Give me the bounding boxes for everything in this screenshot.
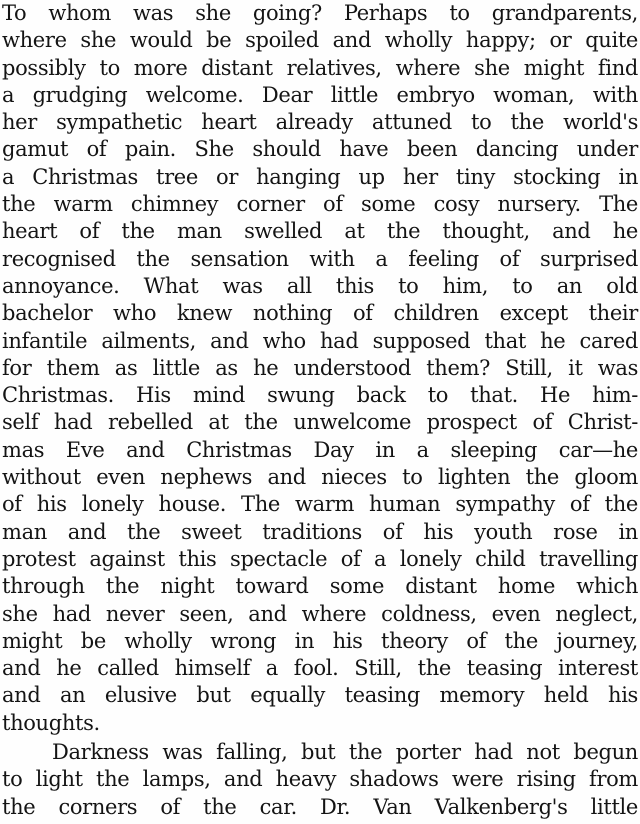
text-line: To whom was she going? Perhaps to grandparents, (2, 1, 638, 25)
text-line: Christmas. His mind swung back to that. He him- (2, 383, 638, 408)
text-line: possibly to more distant relatives, where she might find (2, 55, 638, 80)
text-line: protest against this spectacle of a lonely child travelling (2, 546, 638, 571)
text-line: for them as little as he understood them? Still, it was (2, 355, 638, 380)
text-line: where she would be spoiled and wholly happy; or quite (2, 28, 638, 53)
paragraph (2, 0, 638, 737)
text-line: to light the lamps, and heavy shadows were rising from (2, 767, 638, 792)
text-line: and an elusive but equally teasing memory held his (2, 683, 638, 708)
text-line: gamut of pain. She should have been dancing under (2, 137, 638, 162)
text-line: the corners of the car. Dr. Van Valkenberg's little (2, 794, 638, 819)
text-line: a Christmas tree or hanging up her tiny stocking in (2, 164, 638, 189)
text-line: bachelor who knew nothing of children except their (2, 301, 638, 326)
text-line: man and the sweet traditions of his youth rose in (2, 519, 638, 544)
text-line: self had rebelled at the unwelcome prospect of Christ- (2, 410, 638, 435)
text-line: infantile ailments, and who had supposed that he cared (2, 328, 638, 353)
text-line: might be wholly wrong in his theory of the journey, (2, 628, 638, 653)
text-line: heart of the man swelled at the thought, and he (2, 219, 638, 244)
text-line: mas Eve and Christmas Day in a sleeping car—he (2, 437, 638, 462)
text-line: of his lonely house. The warm human sympathy of the (2, 492, 638, 517)
text-line: recognised the sensation with a feeling of surprised (2, 246, 638, 271)
text-line: and he called himself a fool. Still, the teasing interest (2, 656, 638, 681)
text-line: her sympathetic heart already attuned to the world's (2, 110, 638, 135)
text-line: thoughts. (2, 710, 100, 735)
text-line: the warm chimney corner of some cosy nursery. The (2, 192, 638, 217)
text-line: annoyance. What was all this to him, to an old (2, 273, 638, 298)
text-line: a grudging welcome. Dear little embryo woman, with (2, 82, 638, 107)
text-line: through the night toward some distant home which (2, 574, 638, 599)
paragraph (2, 739, 638, 821)
body-text (2, 0, 638, 821)
text-line: without even nephews and nieces to lighten the gloom (2, 465, 638, 490)
text-line: Darkness was falling, but the porter had not begun (52, 740, 638, 765)
text-line: she had never seen, and where coldness, even neglect, (2, 601, 638, 626)
